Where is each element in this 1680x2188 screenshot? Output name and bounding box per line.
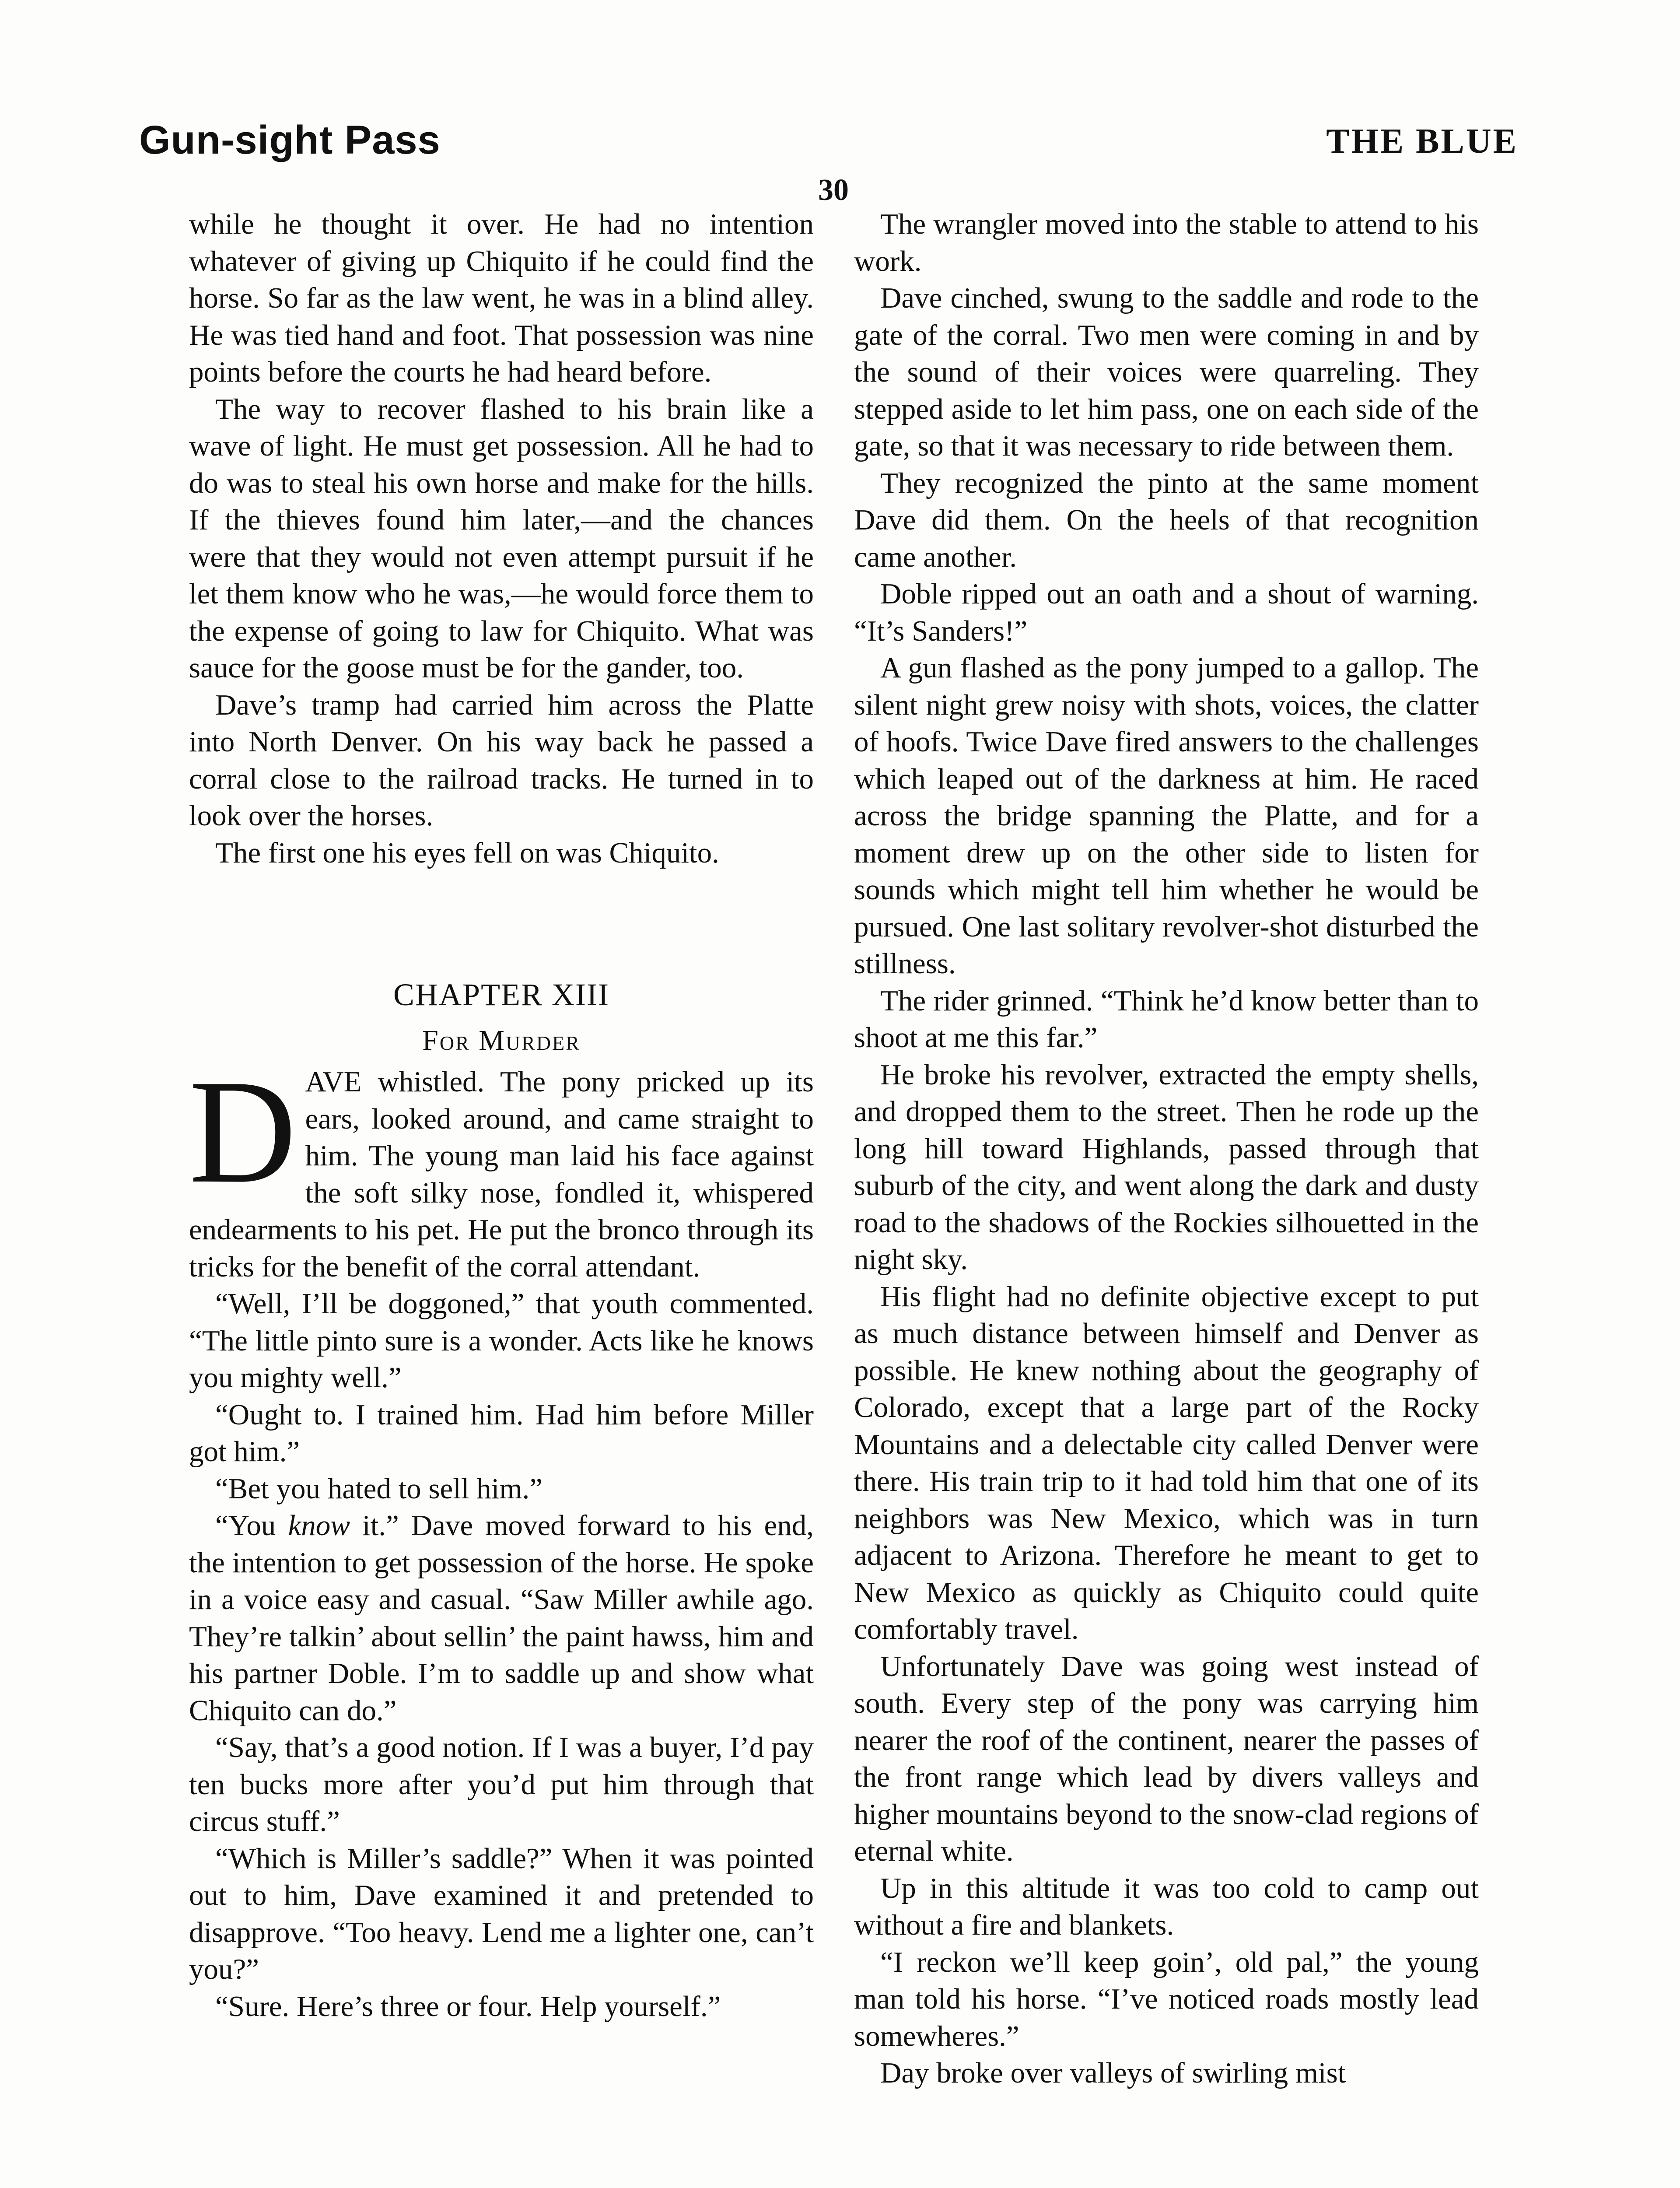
right-column <box>854 206 1479 2188</box>
paragraph: The wrangler moved into the stable to attend to his work. <box>854 208 1479 277</box>
paragraph: A gun flashed as the pony jumped to a gallop. The silent night grew noisy with shots, voices, the clatter of hoofs. Twice Dave fired answers to the challenges which leaped out of the darkness at him. He raced across the bridge spanning the Platte, and for a moment drew up on the other side to listen for sounds which might tell him whether he would be pursued. One last solitary revolver-shot disturbed the stillness. <box>854 652 1479 980</box>
paragraph <box>189 1507 814 1729</box>
emphasis-text: know <box>288 1509 350 1542</box>
paragraph: Doble ripped out an oath and a shout of warning. “It’s Sanders!” <box>854 578 1479 647</box>
paragraph: Day broke over valleys of swirling mist <box>880 2057 1346 2089</box>
paragraph: Dave cinched, swung to the saddle and rode to the gate of the corral. Two men were coming in and by the sound of their voices were quarreling. They stepped aside to let him pass, one on each side of the gate, so that it was necessary to ride between them. <box>854 282 1479 462</box>
chapter-subtitle: For Murder <box>422 1024 581 1056</box>
paragraph: He broke his revolver, extracted the empty shells, and dropped them to the street. Then he rode up the long hill toward Highlands, passed through that suburb of the city, and went along the dark and dusty road to the shadows of the Rockies silhouetted in the night sky. <box>854 1058 1479 1276</box>
paragraph: Dave’s tramp had carried him across the Platte into North Denver. On his way back he passed a corral close to the railroad tracks. He turned in to look over the horses. <box>189 688 814 832</box>
opening-paragraph-text: AVE whistled. The pony pricked up its ears, looked around, and came straight to him. The young man laid his face against the soft silky nose, fondled it, whispered endearments to his pet. He put the bronco through its tricks for the benefit of the corral attendant. <box>189 1066 814 1283</box>
paragraph: “Sure. Here’s three or four. Help yourself.” <box>215 1990 721 2023</box>
paragraph: while he thought it over. He had no intention whatever of giving up Chiquito if he could find the horse. So far as the law went, he was in a blind alley. He was tied hand and foot. That possession was nine points before the courts he had heard before. <box>189 208 814 388</box>
left-column <box>189 206 814 2188</box>
paragraph: “Say, that’s a good notion. If I was a buyer, I’d pay ten bucks more after you’d put him through that circus stuff.” <box>189 1731 814 1837</box>
paragraph: Unfortunately Dave was going west instead of south. Every step of the pony was carrying him nearer the roof of the continent, nearer the passes of the front range which lead by divers valleys and higher mountains beyond to the snow-clad regions of eternal white. <box>854 1650 1479 1867</box>
paragraph: The way to recover flashed to his brain like a wave of light. He must get possession. All he had to do was to steal his own horse and make for the hills. If the thieves found him later,—and the chances were that they would not even attempt pursuit if he let them know who he was,—he would force them to the expense of going to law for Chiquito. What was sauce for the goose must be for the gander, too. <box>189 393 814 684</box>
running-title: Gun-sight Pass <box>139 118 441 162</box>
paragraph: Up in this altitude it was too cold to camp out without a fire and blankets. <box>854 1872 1479 1941</box>
paragraph: “Bet you hated to sell him.” <box>215 1472 542 1505</box>
text-run: it.” Dave moved forward to his end, the intention to get possession of the horse. He spoke in a voice easy and casual. “Saw Miller awhile ago. They’re talkin’ about sellin’ the paint hawss, him and his partner Doble. I’m to saddle up and show what Chiquito can do.” <box>189 1509 814 1727</box>
magazine-title: THE BLUE <box>1326 122 1518 161</box>
paragraph: “Ought to. I trained him. Had him before Miller got him.” <box>189 1398 814 1468</box>
paragraph: They recognized the pinto at the same moment Dave did them. On the heels of that recognition came another. <box>854 466 1479 573</box>
paragraph: The first one his eyes fell on was Chiquito. <box>215 836 719 869</box>
page-number: 30 <box>818 173 849 207</box>
paragraph: “I reckon we’ll keep goin’, old pal,” the young man told his horse. “I’ve noticed roads mostly lead somewheres.” <box>854 1946 1479 2052</box>
paragraph: The rider grinned. “Think he’d know better than to shoot at me this far.” <box>854 984 1479 1054</box>
drop-cap: D <box>189 1049 297 1214</box>
paragraph: “Which is Miller’s saddle?” When it was pointed out to him, Dave examined it and pretended to disapprove. “Too heavy. Lend me a lighter one, can’t you?” <box>189 1842 814 1985</box>
paragraph: “Well, I’ll be doggoned,” that youth commented. “The little pinto sure is a wonder. Acts like he knows you mighty well.” <box>189 1287 814 1394</box>
text-run: “You <box>215 1509 288 1542</box>
chapter-title: CHAPTER XIII <box>393 977 609 1012</box>
paragraph: His flight had no definite objective except to put as much distance between himself and Denver as possible. He knew nothing about the geography of Colorado, except that a large part of the Rocky Mountains and a delectable city called Denver were there. His train trip to it had told him that one of its neighbors was New Mexico, which was in turn adjacent to Arizona. Therefore he meant to get to New Mexico as quickly as Chiquito could quite comfortably travel. <box>854 1280 1479 1645</box>
opening-paragraph <box>189 1049 814 1285</box>
